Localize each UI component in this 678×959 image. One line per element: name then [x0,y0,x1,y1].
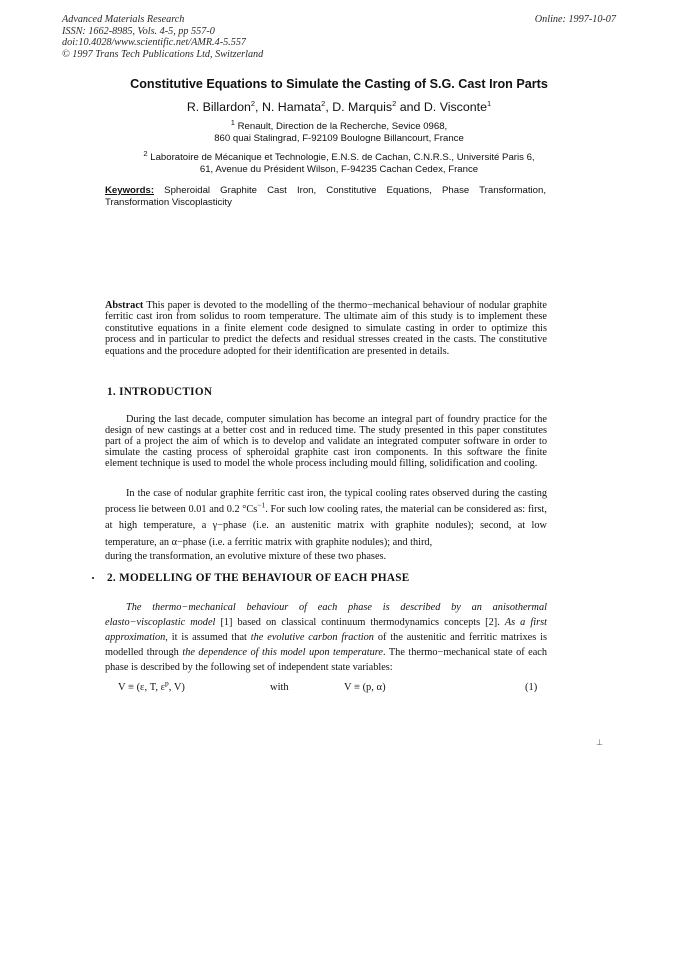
introduction-paragraph-2 [105,486,547,562]
affiliation-marker: 2 [143,148,148,158]
equation-lhs: V ≡ (ε, T, $\varepsilon^p$, V) [118,678,185,693]
author-list [0,100,678,114]
online-date: Online: 1997-10-07 [534,14,616,25]
abstract-label: Abstract [105,300,144,311]
affiliation-marker: 1 [230,117,235,127]
affiliation-2-line-1: Laboratoire de Mécanique et Technologie, E.N.S. de Cachan, C.N.R.S., Université Paris 6, [147,152,535,163]
emphasis-text: As a first approximation [105,617,547,644]
page-mark: ⊥ [596,738,603,747]
equation-rhs: V ≡ (p, α) [344,682,386,693]
author-separator: and [396,100,424,114]
paragraph-text: During the last decade, computer simulation has become an integral part of foundry practice for the design of new castings at a better cost and in reduced time. The study presented in this paper constitutes part of a project the aim of which is to develop and validate an integrated computer software in order to simulate the casting process of spheroidal graphite cast iron components. In this software the finite element technique is used to model the whole process including mould filling, solidification and cooling. [105,414,547,470]
issn-line: ISSN: 1662-8985, Vols. 4-5, pp 557-0 [62,25,215,37]
affiliation-1-line-1: Renault, Direction de la Recherche, Sevice 0968, [234,121,448,132]
copyright-line: © 1997 Trans Tech Publications Ltd, Switzerland [62,48,264,60]
paragraph-text: . For such low cooling rates, the material can be considered as: first, at high temperature, a γ−phase (i.e. an austenitic matrix with graphite nodules); second, at low temperature, an α−phase (i.e. a ferritic matrix with graphite nodules); and third, [105,504,547,548]
doi-line: doi:10.4028/www.scientific.net/AMR.4-5.557 [62,37,247,49]
paragraph-text: , it is assumed that [165,632,251,644]
paragraph-text: of the austenitic and ferritic matrixes is modelled through [105,632,547,659]
masthead [62,14,263,60]
author-name: D. Visconte [423,100,487,114]
equation-connector: with [270,682,289,693]
emphasis-text: the dependence of this model upon temperature [182,647,384,659]
keywords [105,185,546,208]
emphasis-text: the evolutive carbon fraction [250,632,374,644]
author-affiliation-marker: 2 [250,98,256,108]
section-heading-modelling: 2. MODELLING OF THE BEHAVIOUR OF EACH PHASE [107,572,410,584]
author-name: N. Hamata [261,100,322,114]
author-affiliation-marker: 2 [392,98,397,108]
exponent: −1 [257,500,266,510]
emphasis-text: The thermo−mechanical behaviour of each phase is described by an anisothermal elasto−viscoplastic model [105,602,547,629]
journal-name: Advanced Materials Research [62,14,185,25]
keywords-label: Keywords: [105,185,155,196]
author-name: D. Marquis [332,100,393,114]
paragraph-text: In the case of nodular graphite ferritic cast iron, the typical cooling rates observed during the casting process lie between 0.01 and 0.2 °Cs [105,488,547,516]
keywords-text: Spheroidal Graphite Cast Iron, Constitutive Equations, Phase Transformation, Transformation Viscoplasticity [105,185,546,208]
equation-number: (1) [525,682,538,693]
abstract [105,300,547,357]
author-affiliation-marker: 1 [487,98,492,108]
author-separator: , [325,100,333,114]
margin-mark [92,577,94,579]
author-name: R. Billardon [186,100,251,114]
affiliation-1-line-2: 860 quai Stalingrad, F-92109 Boulogne Billancourt, France [214,133,464,145]
modelling-paragraph [105,600,547,675]
author-separator: , [255,100,262,114]
affiliation-2-line-2: 61, Avenue du Président Wilson, F-94235 Cachan Cedex, France [199,164,479,176]
abstract-text: This paper is devoted to the modelling of the thermo−mechanical behaviour of nodular graphite ferritic cast iron from solidus to room temperature. The ultimate aim of this study is to implement these constitutive equations in a finite element code designed to simulate casting in order to optimize this process and in particular to predict the defects and residual stresses created in the casts. The constitutive equations and the procedure adopted for their identification are presented in details. [105,300,547,357]
equation-superscript: p [165,678,169,688]
paragraph-text: during the transformation, an evolutive mixture of these two phases. [105,550,387,562]
affiliation-2 [0,148,678,177]
paragraph-text: . The thermo−mechanical state of each phase is described by the following set of independent state variables: [105,647,547,674]
paper-title: Constitutive Equations to Simulate the Casting of S.G. Cast Iron Parts [130,77,548,91]
paragraph-text: [1] based on classical continuum thermodynamics concepts [2]. [215,617,505,629]
author-affiliation-marker: 2 [321,98,326,108]
section-heading-introduction: 1. INTRODUCTION [107,386,213,398]
affiliation-1 [0,117,678,146]
introduction-paragraph-1 [105,414,547,469]
